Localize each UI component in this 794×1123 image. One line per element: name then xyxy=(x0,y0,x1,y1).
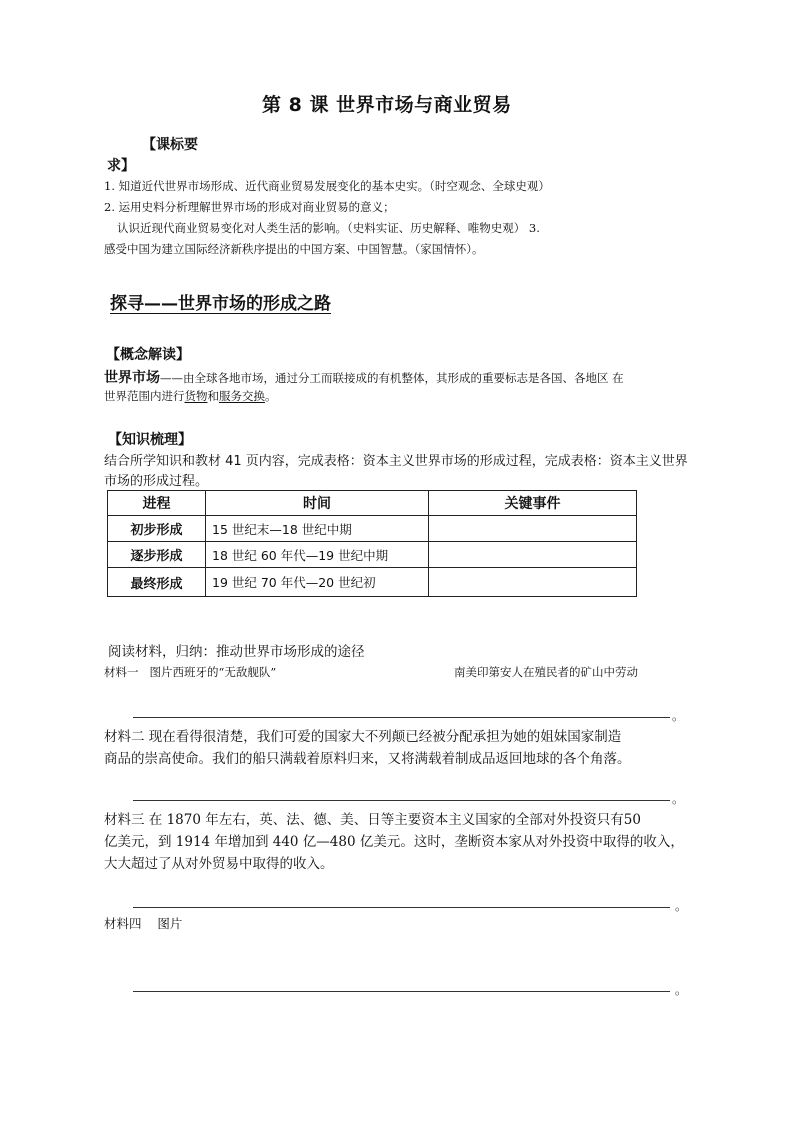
material-2-line1: 材料二 现在看得很清楚，我们可爱的国家大不列颠已经被分配承担为她的姐妹国家制造 xyxy=(104,729,622,745)
answer-line-2-period: 。 xyxy=(672,792,685,806)
answer-line-1-period: 。 xyxy=(672,709,685,723)
concept-goods: 货物 xyxy=(184,389,208,403)
concept-definition-line1 xyxy=(104,367,624,387)
material-3-line2: 亿美元，到 1914 年增加到 440 亿—480 亿美元。这时，垄断资本家从对外投资中取得的收入， xyxy=(104,834,684,850)
concept-heading: 【概念解读】 xyxy=(106,347,190,363)
standards-heading-part2: 求】 xyxy=(107,158,135,174)
knowledge-instruction-line1: 结合所学知识和教材 41 页内容，完成表格：资本主义世界市场的形成过程，完成表格：资本主义世界 xyxy=(104,454,688,469)
material-4-text: 图片 xyxy=(157,916,183,931)
section-heading: 探寻——世界市场的形成之路 xyxy=(110,294,331,314)
material-1 xyxy=(104,664,276,680)
table-cell-time: 19 世纪 70 年代—20 世纪初 xyxy=(206,568,429,597)
table-header-event: 关键事件 xyxy=(429,491,637,516)
standards-heading-part1: 【课标要 xyxy=(142,137,198,153)
table-header-time: 时间 xyxy=(206,491,429,516)
market-formation-table xyxy=(107,490,637,597)
table-row xyxy=(108,516,637,542)
concept-definition-line2 xyxy=(104,388,277,404)
concept-services: 服务交换 xyxy=(219,389,265,403)
table-cell-time: 18 世纪 60 年代—19 世纪中期 xyxy=(206,542,429,568)
answer-line-1[interactable] xyxy=(133,717,670,718)
material-2-line2: 商品的崇高使命。我们的船只满载着原料归来，又将满载着制成品返回地球的各个角落。 xyxy=(104,751,631,767)
concept-def-suffix: 。 xyxy=(265,389,277,403)
material-4-label: 材料四 xyxy=(104,916,142,931)
table-cell-stage: 最终形成 xyxy=(108,568,206,597)
table-cell-event[interactable] xyxy=(429,542,637,568)
answer-line-2[interactable] xyxy=(133,800,670,801)
answer-line-3-period: 。 xyxy=(675,899,688,913)
material-1-right: 南美印第安人在殖民者的矿山中劳动 xyxy=(454,665,638,679)
standard-item-1: 1. 知道近代世界市场形成、近代商业贸易发展变化的基本史实。（时空观念、全球史观） xyxy=(104,179,550,193)
answer-line-4-period: 。 xyxy=(675,983,688,997)
table-cell-stage: 初步形成 xyxy=(108,516,206,542)
concept-definition-text: ——由全球各地市场，通过分工而联接成的有机整体，其形成的重要标志是各国、各地区 在 xyxy=(160,371,624,385)
material-3-line3: 大大超过了从对外贸易中取得的收入。 xyxy=(104,856,334,872)
concept-and: 和 xyxy=(207,389,219,403)
material-4 xyxy=(104,914,182,932)
answer-line-3[interactable] xyxy=(133,907,670,908)
knowledge-instruction-line2: 市场的形成过程。 xyxy=(104,474,209,489)
table-header-stage: 进程 xyxy=(108,491,206,516)
material-1-text: 图片西班牙的“无敌舰队” xyxy=(149,665,277,679)
standard-item-2: 2. 运用史料分析理解世界市场的形成对商业贸易的意义； xyxy=(104,200,395,214)
knowledge-heading: 【知识梳理】 xyxy=(108,432,192,448)
table-cell-time: 15 世纪末—18 世纪中期 xyxy=(206,516,429,542)
table-row xyxy=(108,542,637,568)
table-header-row xyxy=(108,491,637,516)
standard-item-4: 感受中国为建立国际经济新秩序提出的中国方案、中国智慧。（家国情怀）。 xyxy=(104,242,484,256)
answer-line-4[interactable] xyxy=(133,991,670,992)
reading-prompt: 阅读材料，归纳：推动世界市场形成的途径 xyxy=(108,644,365,660)
page-title: 第 8 课 世界市场与商业贸易 xyxy=(262,94,512,116)
table-row xyxy=(108,568,637,597)
concept-def-prefix: 世界范围内进行 xyxy=(104,389,185,403)
concept-term: 世界市场 xyxy=(104,370,160,386)
table-cell-event[interactable] xyxy=(429,568,637,597)
table-cell-stage: 逐步形成 xyxy=(108,542,206,568)
standard-item-3: 认识近现代商业贸易变化对人类生活的影响。（史料实证、历史解释、唯物史观） 3. xyxy=(117,221,540,235)
material-3-line1: 材料三 在 1870 年左右，英、法、德、美、日等主要资本主义国家的全部对外投资只有50 xyxy=(104,812,641,828)
material-1-label: 材料一 xyxy=(104,665,139,679)
table-cell-event[interactable] xyxy=(429,516,637,542)
